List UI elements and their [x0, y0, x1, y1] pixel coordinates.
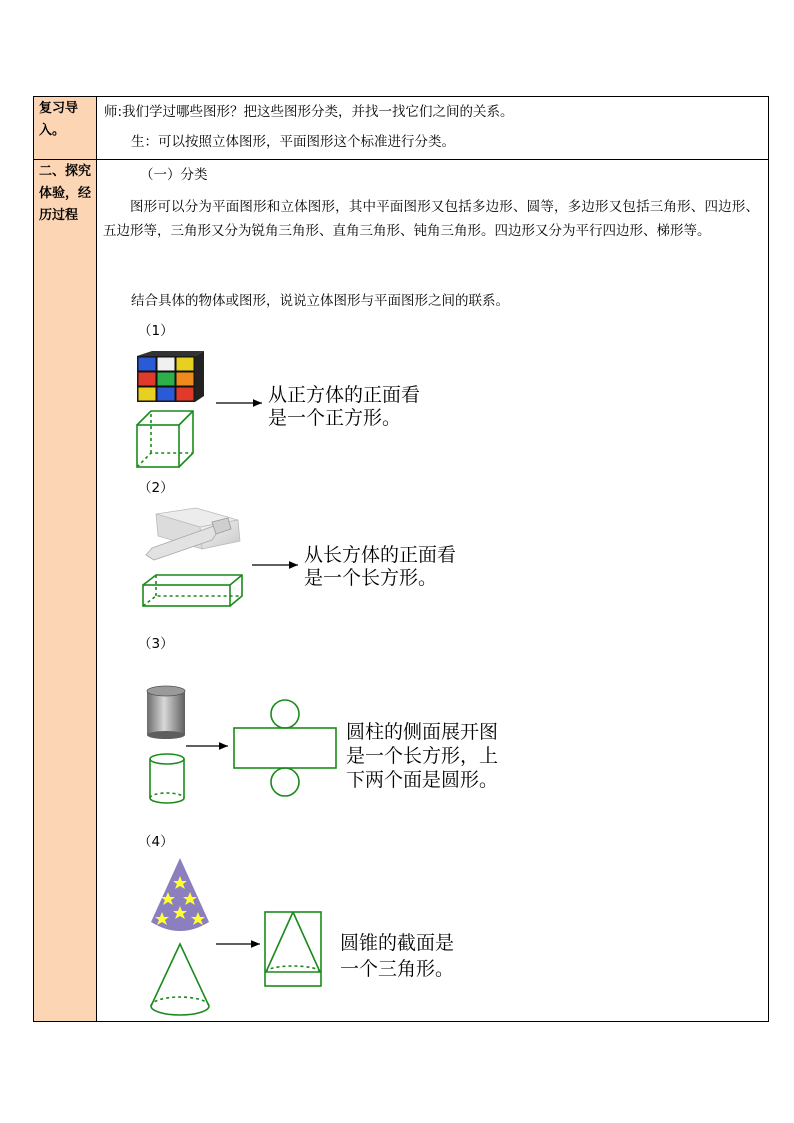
row1-heading: 复习导入。 — [39, 101, 79, 138]
example-2-line1: 从长方体的正面看 — [304, 544, 457, 566]
example-1-line2: 是一个正方形。 — [268, 407, 402, 429]
rubiks-cube-icon — [137, 351, 204, 402]
section-title: （一）分类 — [140, 167, 208, 183]
cone-section-icon — [265, 912, 321, 986]
tin-can-icon — [147, 686, 185, 739]
cylinder-wireframe-icon — [150, 754, 184, 803]
party-hat-icon — [151, 858, 209, 931]
example-2-index: （2） — [138, 480, 174, 496]
example-1-index: （1） — [138, 323, 174, 339]
classification-paragraph: 图形可以分为平面图形和立体图形，其中平面图形又包括多边形、圆等，多边形又包括三角形、四边形、五边形等，三角形又分为锐角三角形、直角三角形、钝角三角形。四边形又分为平行四边形、梯形等。 — [103, 199, 759, 239]
student-line: 生：可以按照立体图形，平面图形这个标准进行分类。 — [131, 134, 455, 150]
example-2-line2: 是一个长方形。 — [304, 567, 438, 589]
cuboid-wireframe-icon — [143, 575, 242, 606]
example-4-index: （4） — [138, 834, 174, 850]
example-3-line1: 圆柱的侧面展开图 — [346, 721, 499, 743]
prompt-line: 结合具体的物体或图形，说说立体图形与平面图形之间的联系。 — [131, 293, 509, 309]
box-photo-icon — [146, 508, 240, 560]
example-3-line2: 是一个长方形，上 — [346, 745, 499, 767]
example-3-index: （3） — [138, 636, 174, 652]
row2-heading: 二、探究体验，经历过程 — [39, 164, 92, 223]
example-1-line1: 从正方体的正面看 — [268, 384, 421, 406]
cone-wireframe-icon — [151, 944, 209, 1015]
example-4-line1: 圆锥的截面是 — [340, 932, 455, 954]
example-3-line3: 下两个面是圆形。 — [346, 769, 499, 791]
cylinder-net-icon — [234, 700, 336, 796]
cube-wireframe-icon — [137, 411, 193, 467]
example-4-line2: 一个三角形。 — [340, 958, 455, 980]
teacher-line: 师:我们学过哪些图形？把这些图形分类，并找一找它们之间的关系。 — [104, 104, 514, 120]
